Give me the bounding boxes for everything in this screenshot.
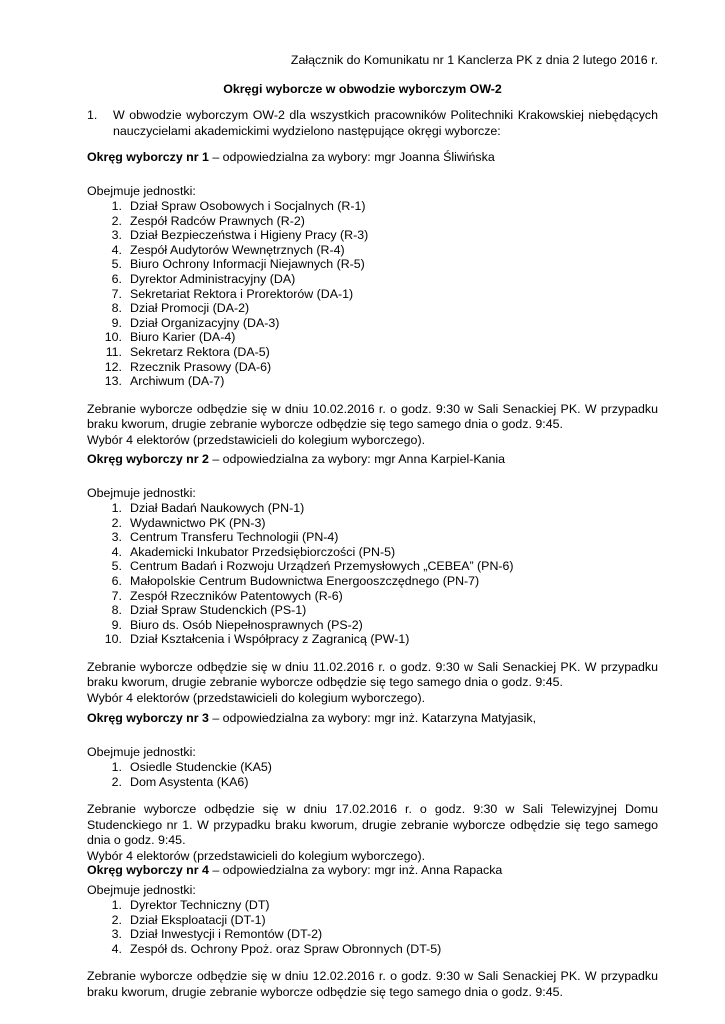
unit-number: 3. [111, 530, 122, 545]
unit-name: Dział Kształcenia i Współpracy z Zagranicą (PW-1) [130, 632, 410, 647]
unit-number: 1. [111, 760, 122, 774]
unit-number: 4. [111, 544, 122, 559]
document-title: Okręgi wyborcze w obwodzie wyborczym OW-2 [223, 82, 502, 96]
unit-number: 1. [111, 898, 122, 912]
unit-name: Biuro Ochrony Informacji Niejawnych (R-5) [130, 257, 365, 272]
unit-name: Zespół Radców Prawnych (R-2) [130, 213, 305, 228]
district-responsible: – odpowiedzialna za wybory: mgr Anna Karpiel-Kania [208, 452, 506, 466]
unit-item [87, 530, 658, 545]
unit-item [87, 603, 658, 618]
unit-name: Akademicki Inkubator Przedsiębiorczości (PN-5) [130, 544, 396, 559]
unit-item [87, 516, 658, 531]
district-responsible: – odpowiedzialna za wybory: mgr Joanna Śliwińska [208, 150, 495, 164]
electors-info: Wybór 4 elektorów (przedstawicieli do kolegium wyborczego). [87, 432, 426, 447]
unit-item [87, 199, 658, 214]
unit-item [87, 927, 658, 942]
unit-number: 1. [111, 199, 122, 213]
units-label: Obejmuje jednostki: [87, 744, 196, 759]
units-label: Obejmuje jednostki: [87, 183, 196, 198]
unit-name: Wydawnictwo PK (PN-3) [130, 515, 266, 530]
unit-name: Sekretarz Rektora (DA-5) [130, 344, 270, 359]
unit-item [87, 775, 658, 790]
district-heading [87, 711, 658, 727]
unit-name: Dyrektor Techniczny (DT) [130, 898, 270, 912]
unit-item [87, 913, 658, 928]
unit-item [87, 345, 658, 360]
unit-item [87, 228, 658, 243]
electors-info: Wybór 4 elektorów (przedstawicieli do kolegium wyborczego). [87, 690, 426, 705]
units-label: Obejmuje jednostki: [87, 882, 196, 897]
unit-number: 1. [111, 501, 122, 515]
unit-number: 5. [111, 559, 122, 574]
unit-number: 4. [111, 941, 122, 956]
meeting-info: Zebranie wyborcze odbędzie się w dniu 11.02.2016 r. o godz. 9:30 w Sali Senackiej PK. W przypadku braku kworum, drugie zebranie wyborcze odbędzie się tego samego dnia o godz. 9:45. [87, 659, 658, 690]
unit-item [87, 330, 658, 345]
district-name: Okręg wyborczy nr 4 [87, 863, 209, 877]
unit-item [87, 559, 658, 574]
meeting-info: Zebranie wyborcze odbędzie się w dniu 12.02.2016 r. o godz. 9:30 w Sali Senackiej PK. W przypadku braku kworum, drugie zebranie wyborcze odbędzie się tego samego dnia o godz. 9:45. [87, 969, 658, 999]
unit-number: 9. [111, 617, 122, 632]
unit-number: 7. [111, 286, 122, 301]
unit-item [87, 272, 658, 287]
unit-name: Dział Spraw Studenckich (PS-1) [130, 603, 307, 618]
intro-number: 1. [87, 108, 98, 122]
unit-number: 2. [111, 515, 122, 530]
district-heading [87, 452, 658, 468]
unit-number: 3. [111, 228, 122, 243]
district-2 [87, 452, 658, 706]
unit-number: 6. [111, 573, 122, 588]
intro-paragraph [87, 108, 658, 139]
unit-item [87, 942, 658, 957]
units-label: Obejmuje jednostki: [87, 485, 196, 500]
district-1 [87, 150, 658, 448]
district-heading [87, 150, 658, 166]
unit-number: 2. [111, 213, 122, 228]
unit-item [87, 374, 658, 389]
unit-item [87, 545, 658, 560]
electors-info: Wybór 4 elektorów (przedstawicieli do kolegium wyborczego). [87, 848, 426, 863]
unit-name: Zespół Rzeczników Patentowych (R-6) [130, 588, 343, 603]
unit-item [87, 360, 658, 375]
unit-item [87, 501, 658, 516]
district-3 [87, 711, 658, 864]
unit-name: Centrum Badań i Rozwoju Urządzeń Przemysłowych „CEBEA” (PN-6) [130, 559, 514, 574]
unit-item [87, 214, 658, 229]
unit-name: Dział Bezpieczeństwa i Higieny Pracy (R-3) [130, 228, 369, 243]
unit-item [87, 589, 658, 604]
unit-number: 6. [111, 271, 122, 286]
attachment-header: Załącznik do Komunikatu nr 1 Kanclerza PK z dnia 2 lutego 2016 r. [290, 53, 658, 67]
unit-name: Dział Eksploatacji (DT-1) [130, 912, 266, 927]
unit-item [87, 618, 658, 633]
unit-number: 8. [111, 603, 122, 618]
unit-item [87, 632, 658, 647]
intro-text: W obwodzie wyborczym OW-2 dla wszystkich pracowników Politechniki Krakowskiej niebędących nauczycielami akademickimi wydzielono następujące okręgi wyborcze: [113, 108, 658, 138]
unit-item [87, 301, 658, 316]
unit-number: 13. [104, 374, 122, 389]
unit-name: Zespół Audytorów Wewnętrznych (R-4) [130, 242, 345, 257]
unit-name: Zespół ds. Ochrony Ppoż. oraz Spraw Obronnych (DT-5) [130, 941, 442, 956]
unit-number: 10. [104, 632, 122, 647]
units-list [87, 760, 658, 789]
unit-name: Centrum Transferu Technologii (PN-4) [130, 530, 339, 545]
unit-number: 2. [111, 912, 122, 927]
unit-name: Dyrektor Administracyjny (DA) [130, 271, 296, 286]
unit-name: Dział Spraw Osobowych i Socjalnych (R-1) [130, 199, 366, 213]
unit-item [87, 287, 658, 302]
unit-number: 11. [105, 344, 122, 359]
unit-item [87, 574, 658, 589]
units-list [87, 898, 658, 956]
district-responsible: – odpowiedzialna za wybory: mgr inż. Katarzyna Matyjasik, [208, 711, 537, 725]
district-4 [87, 863, 658, 1000]
unit-number: 12. [104, 359, 122, 374]
unit-item [87, 243, 658, 258]
unit-number: 4. [111, 242, 122, 257]
unit-name: Dział Inwestycji i Remontów (DT-2) [130, 927, 323, 942]
unit-name: Rzecznik Prasowy (DA-6) [130, 359, 272, 374]
unit-name: Dział Badań Naukowych (PN-1) [130, 501, 305, 515]
unit-number: 7. [111, 588, 122, 603]
unit-name: Osiedle Studenckie (KA5) [130, 760, 272, 774]
district-name: Okręg wyborczy nr 1 [87, 150, 209, 164]
unit-name: Dział Promocji (DA-2) [130, 301, 250, 316]
district-responsible: – odpowiedzialna za wybory: mgr inż. Anna Rapacka [208, 863, 503, 877]
unit-item [87, 760, 658, 775]
unit-name: Dział Organizacyjny (DA-3) [130, 315, 280, 330]
unit-number: 10. [104, 330, 122, 345]
district-heading [87, 863, 658, 879]
unit-item [87, 257, 658, 272]
unit-item [87, 898, 658, 913]
meeting-info: Zebranie wyborcze odbędzie się w dniu 17.02.2016 r. o godz. 9:30 w Sali Telewizyjnej Domu Studenckiego nr 1. W przypadku braku kworum, drugie zebranie wyborcze odbędzie się tego samego dnia o godz. 9:45. [87, 802, 658, 848]
units-list [87, 199, 658, 389]
units-list [87, 501, 658, 647]
meeting-info: Zebranie wyborcze odbędzie się w dniu 10.02.2016 r. o godz. 9:30 w Sali Senackiej PK. W przypadku braku kworum, drugie zebranie wyborcze odbędzie się tego samego dnia o godz. 9:45. [87, 401, 658, 432]
unit-name: Małopolskie Centrum Budownictwa Energooszczędnego (PN-7) [130, 573, 480, 588]
unit-name: Dom Asystenta (KA6) [130, 774, 249, 789]
unit-name: Archiwum (DA-7) [130, 374, 225, 389]
unit-name: Biuro Karier (DA-4) [130, 330, 236, 345]
unit-number: 9. [111, 315, 122, 330]
unit-number: 8. [111, 301, 122, 316]
district-name: Okręg wyborczy nr 3 [87, 711, 209, 725]
unit-number: 2. [111, 774, 122, 789]
district-name: Okręg wyborczy nr 2 [87, 452, 209, 466]
unit-name: Biuro ds. Osób Niepełnosprawnych (PS-2) [130, 617, 363, 632]
unit-number: 5. [111, 257, 122, 272]
unit-name: Sekretariat Rektora i Prorektorów (DA-1) [130, 286, 354, 301]
unit-item [87, 316, 658, 331]
unit-number: 3. [111, 927, 122, 942]
